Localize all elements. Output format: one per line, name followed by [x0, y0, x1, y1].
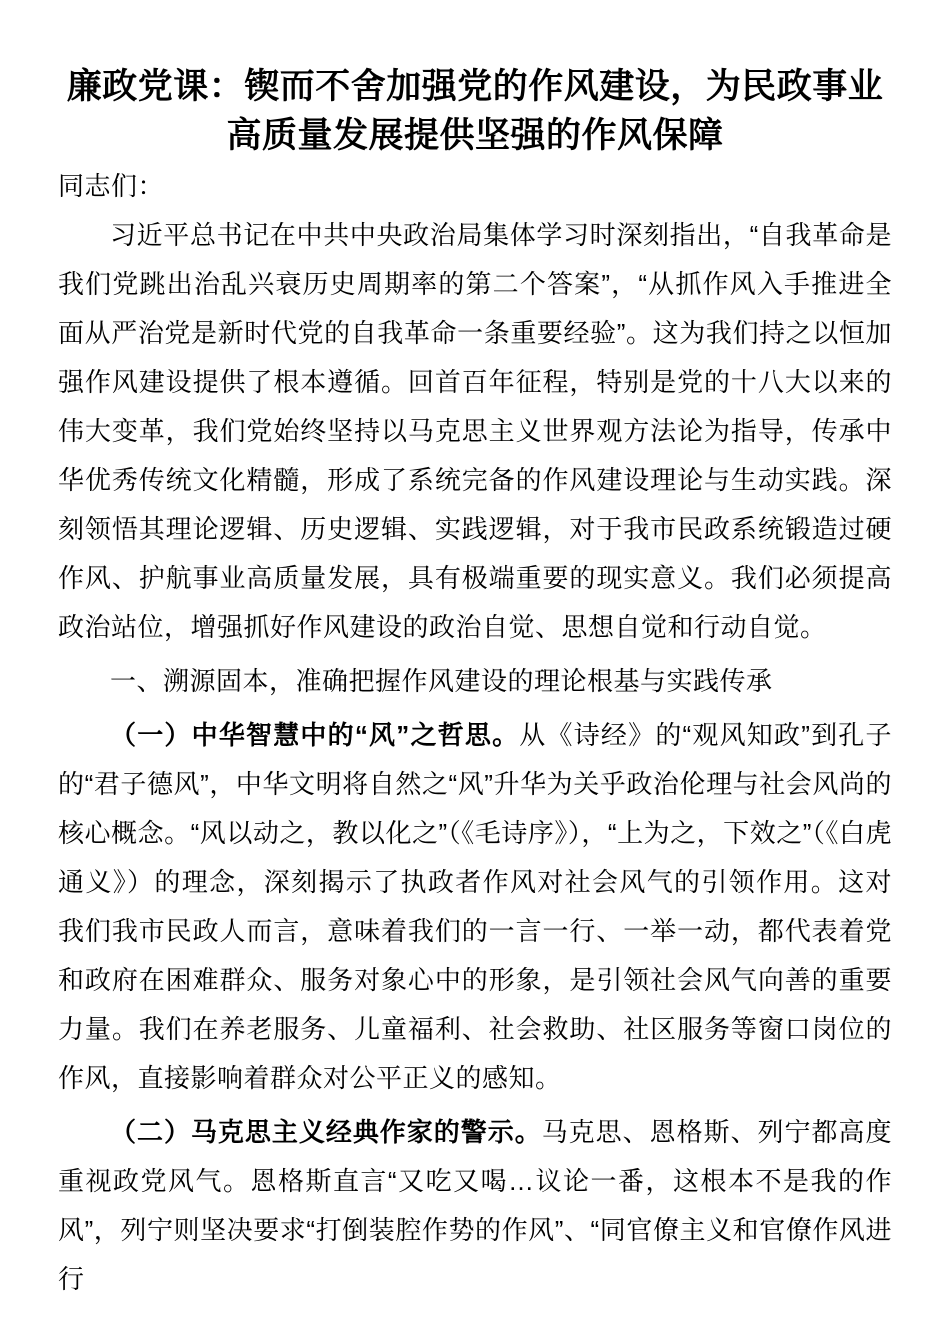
document-title-line-1: 廉政党课：锲而不舍加强党的作风建设，为民政事业	[66, 67, 884, 106]
subsection-1-lead: （一）中华智慧中的“风”之哲思。	[110, 720, 520, 750]
subsection-1-body: 从《诗经》的“观风知政”到孔子的“君子德风”，中华文明将自然之“风”升华为关乎政治伦理与社会风尚的核心概念。“风以动之，教以化之”（《毛诗序》），“上为之，下效之”（《白虎通义》）的理念，深刻揭示了执政者作风对社会风气的引领作用。这对我们我市民政人而言，意味着我们的一言一行、一举一动，都代表着党和政府在困难群众、服务对象心中的形象，是引领社会风气向善的重要力量。我们在养老服务、儿童福利、社会救助、社区服务等窗口岗位的作风，直接影响着群众对公平正义的感知。	[58, 720, 892, 1093]
document-title-line-2: 高质量发展提供坚强的作风保障	[226, 116, 724, 155]
subsection-2-paragraph	[58, 1108, 892, 1304]
document-title	[58, 62, 892, 160]
salutation: 同志们：	[58, 171, 165, 201]
subsection-2-lead: （二）马克思主义经典作家的警示。	[110, 1117, 542, 1147]
subsection-1-paragraph	[58, 711, 892, 1103]
intro-paragraph: 习近平总书记在中共中央政治局集体学习时深刻指出，“自我革命是我们党跳出治乱兴衰历史周期率的第二个答案”，“从抓作风入手推进全面从严治党是新时代党的自我革命一条重要经验”。这为我们持之以恒加强作风建设提供了根本遵循。回首百年征程，特别是党的十八大以来的伟大变革，我们党始终坚持以马克思主义世界观方法论为指导，传承中华优秀传统文化精髓，形成了系统完备的作风建设理论与生动实践。深刻领悟其理论逻辑、历史逻辑、实践逻辑，对于我市民政系统锻造过硬作风、护航事业高质量发展，具有极端重要的现实意义。我们必须提高政治站位，增强抓好作风建设的政治自觉、思想自觉和行动自觉。	[58, 220, 892, 642]
subsection-2-body: 马克思、恩格斯、列宁都高度重视政党风气。恩格斯直言“又吃又喝…议论一番，这根本不是我的作风”，列宁则坚决要求“打倒装腔作势的作风”、“同官僚主义和官僚作风进行	[58, 1117, 892, 1294]
section-heading-1: 一、溯源固本，准确把握作风建设的理论根基与实践传承	[110, 666, 773, 696]
